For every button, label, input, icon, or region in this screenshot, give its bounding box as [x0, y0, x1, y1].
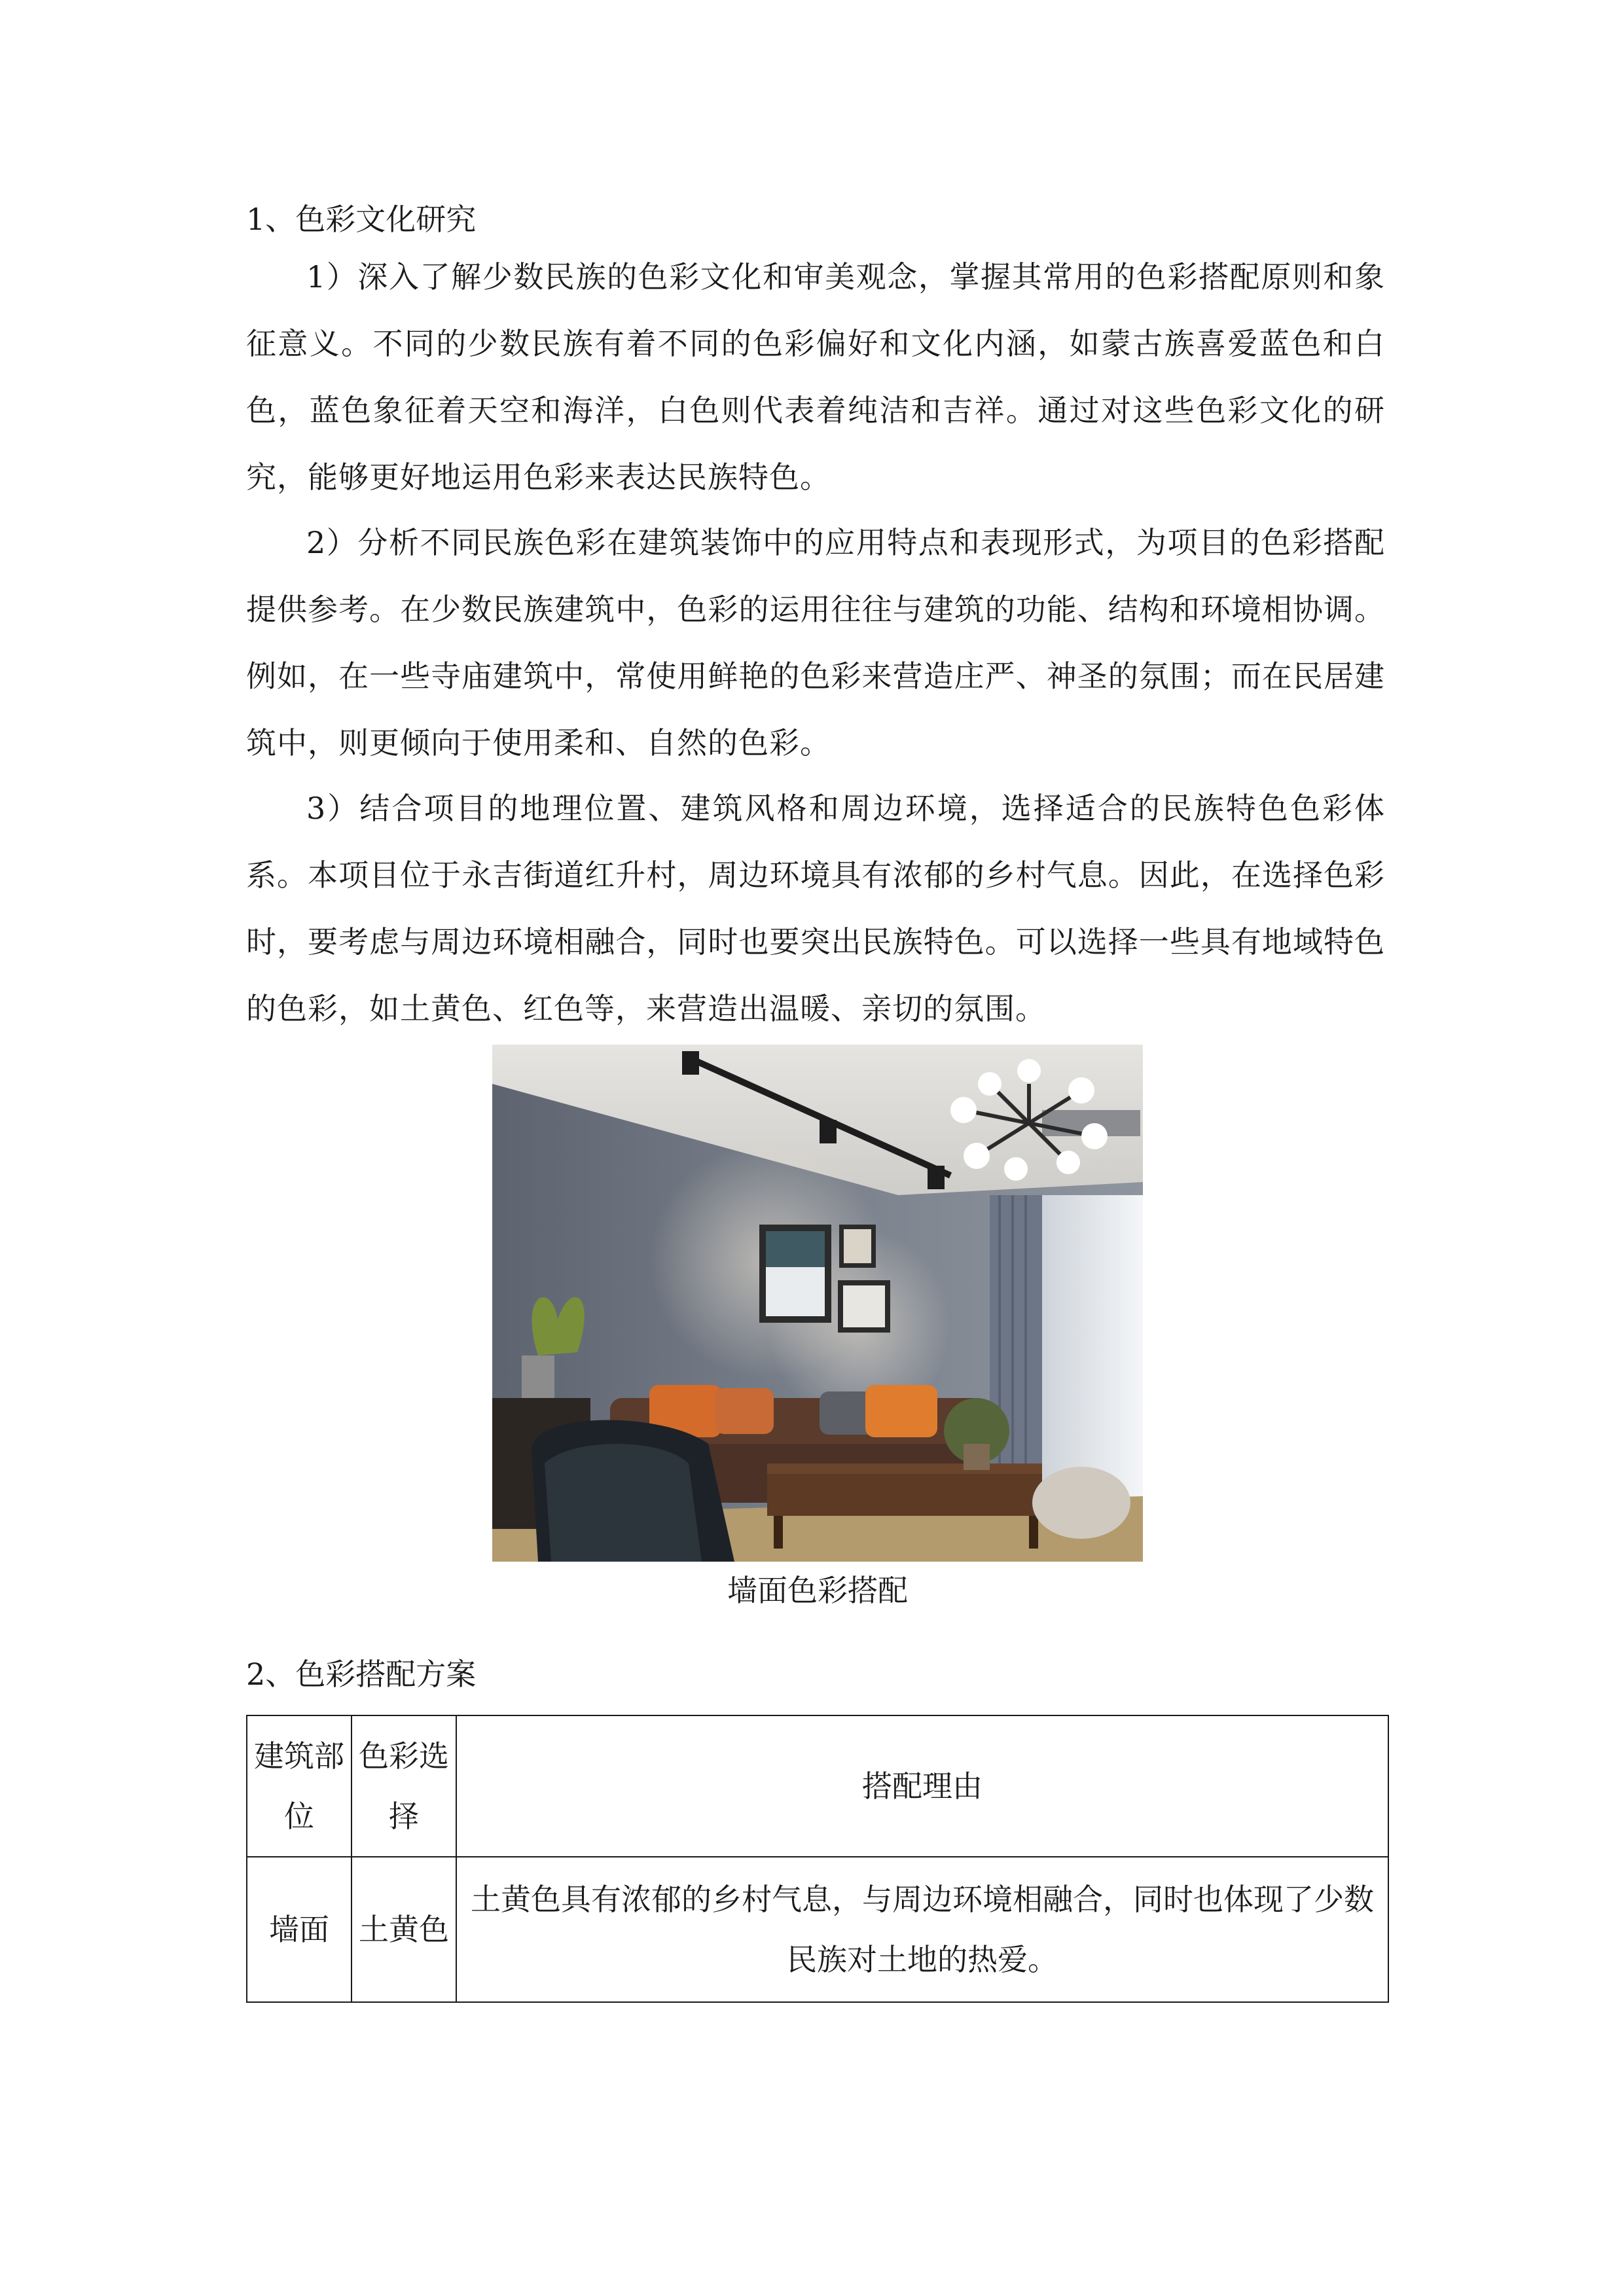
section-1-heading: 1、色彩文化研究	[246, 202, 477, 237]
cell-building-part: 墙面	[247, 1857, 352, 2002]
cell-reason: 土黄色具有浓郁的乡村气息，与周边环境相融合，同时也体现了少数民族对土地的热爱。	[456, 1857, 1388, 2002]
header-reason: 搭配理由	[456, 1715, 1388, 1857]
table-row	[247, 1857, 1388, 2002]
living-room-photo	[492, 1045, 1143, 1562]
paragraph-2: 2）分析不同民族色彩在建筑装饰中的应用特点和表现形式，为项目的色彩搭配提供参考。在少数民族建筑中，色彩的运用往往与建筑的功能、结构和环境相协调。例如，在一些寺庙建筑中，常使用鲜艳的色彩来营造庄严、神圣的氛围；而在民居建筑中，则更倾向于使用柔和、自然的色彩。	[246, 525, 1385, 761]
header-color-choice: 色彩选择	[352, 1715, 456, 1857]
figure-caption: 墙面色彩搭配	[727, 1573, 908, 1608]
table-header-row	[247, 1715, 1388, 1857]
color-scheme-table	[246, 1715, 1389, 2003]
paragraph-1: 1）深入了解少数民族的色彩文化和审美观念，掌握其常用的色彩搭配原则和象征意义。不同的少数民族有着不同的色彩偏好和文化内涵，如蒙古族喜爱蓝色和白色，蓝色象征着天空和海洋，白色则代表着纯洁和吉祥。通过对这些色彩文化的研究，能够更好地运用色彩来表达民族特色。	[246, 259, 1385, 495]
paragraph-3: 3）结合项目的地理位置、建筑风格和周边环境，选择适合的民族特色色彩体系。本项目位于永吉街道红升村，周边环境具有浓郁的乡村气息。因此，在选择色彩时，要考虑与周边环境相融合，同时也要突出民族特色。可以选择一些具有地域特色的色彩，如土黄色、红色等，来营造出温暖、亲切的氛围。	[246, 791, 1385, 1026]
section-2-heading: 2、色彩搭配方案	[246, 1657, 477, 1692]
header-building-part: 建筑部位	[247, 1715, 352, 1857]
cell-color-choice: 土黄色	[352, 1857, 456, 2002]
